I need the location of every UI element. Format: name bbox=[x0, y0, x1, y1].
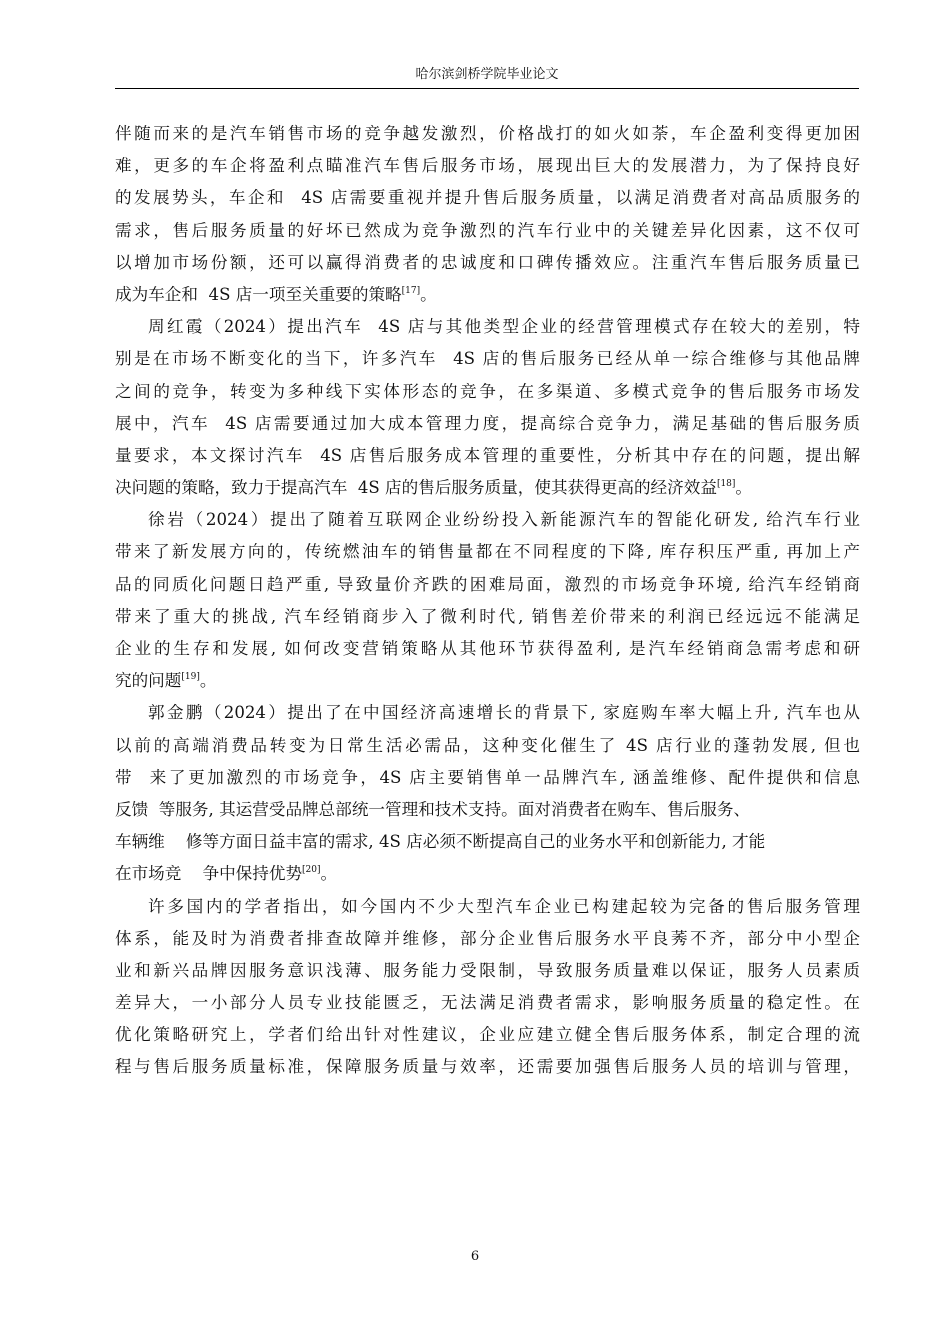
page-header bbox=[115, 66, 859, 89]
text-line: 许多国内的学者指出，如今国内不少大型汽车企业已构建起较为完备的售后服务管理 bbox=[148, 896, 860, 916]
text-line bbox=[115, 858, 860, 890]
paragraph bbox=[115, 311, 860, 504]
text-line bbox=[115, 665, 860, 697]
text-line: 之间的竞争，转变为多种线下实体形态的竞争，在多渠道、多模式竞争的售后服务市场发 bbox=[115, 381, 860, 401]
citation: [19] bbox=[181, 672, 200, 683]
text-line: 伴随而来的是汽车销售市场的竞争越发激烈，价格战打的如火如荼，车企盈利变得更加困 bbox=[115, 124, 860, 143]
text-line: 差异大，一小部分人员专业技能匮乏，无法满足消费者需求，影响服务质量的稳定性。在 bbox=[115, 993, 860, 1013]
text-line: 展中，汽车 4S 店需要通过加大成本管理力度，提高综合竞争力，满足基础的售后服务质 bbox=[115, 413, 860, 433]
line-text: 在市场竞 争中保持优势 bbox=[115, 864, 303, 884]
text-line: 优化策略研究上，学者们给出针对性建议，企业应建立健全售后服务体系，制定合理的流 bbox=[115, 1025, 860, 1045]
header-title: 哈尔滨剑桥学院毕业论文 bbox=[415, 67, 559, 82]
text-line: 以增加市场份额，还可以赢得消费者的忠诚度和口碑传播效应。注重汽车售后服务质量已 bbox=[115, 252, 860, 272]
citation: [17] bbox=[401, 285, 421, 296]
text-line: 以前的高端消费品转变为日常生活必需品，这种变化催生了 4S 店行业的蓬勃发展, 但也 bbox=[115, 735, 860, 755]
text-line: 难，更多的车企将盈利点瞄准汽车售后服务市场，展现出巨大的发展潜力，为了保持良好 bbox=[115, 156, 860, 176]
text-line: 业和新兴品牌因服务意识浅薄、服务能力受限制，导致服务质量难以保证，服务人员素质 bbox=[115, 960, 860, 980]
text-line: 程与售后服务质量标准，保障服务质量与效率，还需要加强售后服务人员的培训与管理， bbox=[115, 1057, 860, 1077]
line-tail: 。 bbox=[199, 671, 217, 691]
line-text: 成为车企和 4S 店一项至关重要的策略 bbox=[115, 284, 402, 304]
text-line: 周红霞（2024）提出汽车 4S 店与其他类型企业的经营管理模式存在较大的差别，特 bbox=[148, 317, 860, 337]
paragraph bbox=[115, 504, 860, 697]
text-line: 量要求，本文探讨汽车 4S 店售后服务成本管理的重要性，分析其中存在的问题，提出解 bbox=[115, 445, 860, 465]
paragraph bbox=[115, 118, 860, 311]
text-line: 品的同质化问题日趋严重, 导致量价齐跌的困难局面，激烈的市场竞争环境, 给汽车经销商 bbox=[115, 574, 860, 594]
citation: [18] bbox=[716, 479, 736, 490]
line-tail: 。 bbox=[320, 864, 338, 884]
line-text: 决问题的策略，致力于提高汽车 4S 店的售后服务质量，使其获得更高的经济效益 bbox=[115, 478, 717, 498]
text-line: 需求，售后服务质量的好坏已然成为竞争激烈的汽车行业中的关键差异化因素，这不仅可 bbox=[115, 220, 860, 240]
text-line: 带来了新发展方向的，传统燃油车的销售量都在不同程度的下降, 库存积压严重, 再加上产 bbox=[115, 542, 860, 562]
body-text bbox=[115, 118, 860, 1084]
line-tail: 。 bbox=[735, 478, 753, 498]
citation: [20] bbox=[302, 865, 321, 876]
text-line: 的发展势头，车企和 4S 店需要重视并提升售后服务质量，以满足消费者对高品质服务的 bbox=[115, 188, 860, 208]
text-line: 企业的生存和发展, 如何改变营销策略从其他环节获得盈利, 是汽车经销商急需考虑和研 bbox=[115, 639, 860, 658]
paragraph bbox=[115, 891, 860, 1084]
page-number: 6 bbox=[470, 1249, 480, 1264]
text-line bbox=[115, 472, 860, 504]
line-tail: 。 bbox=[420, 284, 437, 304]
text-line: 车辆维 修等方面日益丰富的需求, 4S 店必须不断提高自己的业务水平和创新能力, 才能 bbox=[115, 832, 766, 852]
text-line: 带 来了更加激烈的市场竞争，4S 店主要销售单一品牌汽车, 涵盖维修、配件提供和信息 bbox=[115, 767, 860, 787]
line-text: 究的问题 bbox=[115, 671, 182, 691]
paragraph bbox=[115, 697, 860, 890]
text-line: 体系，能及时为消费者排查故障并维修，部分企业售后服务水平良莠不齐，部分中小型企 bbox=[115, 928, 860, 948]
text-line bbox=[115, 279, 860, 311]
text-line: 带来了重大的挑战, 汽车经销商步入了微利时代, 销售差价带来的利润已经远远不能满足 bbox=[115, 606, 860, 626]
text-line: 反馈 等服务, 其运营受品牌总部统一管理和技术支持。面对消费者在购车、售后服务、 bbox=[115, 799, 751, 819]
text-line: 别是在市场不断变化的当下，许多汽车 4S 店的售后服务已经从单一综合维修与其他品牌 bbox=[115, 349, 860, 369]
text-line: 徐岩（2024）提出了随着互联网企业纷纷投入新能源汽车的智能化研发, 给汽车行业 bbox=[148, 510, 860, 530]
text-line: 郭金鹏（2024）提出了在中国经济高速增长的背景下, 家庭购车率大幅上升, 汽车也从 bbox=[148, 703, 860, 723]
